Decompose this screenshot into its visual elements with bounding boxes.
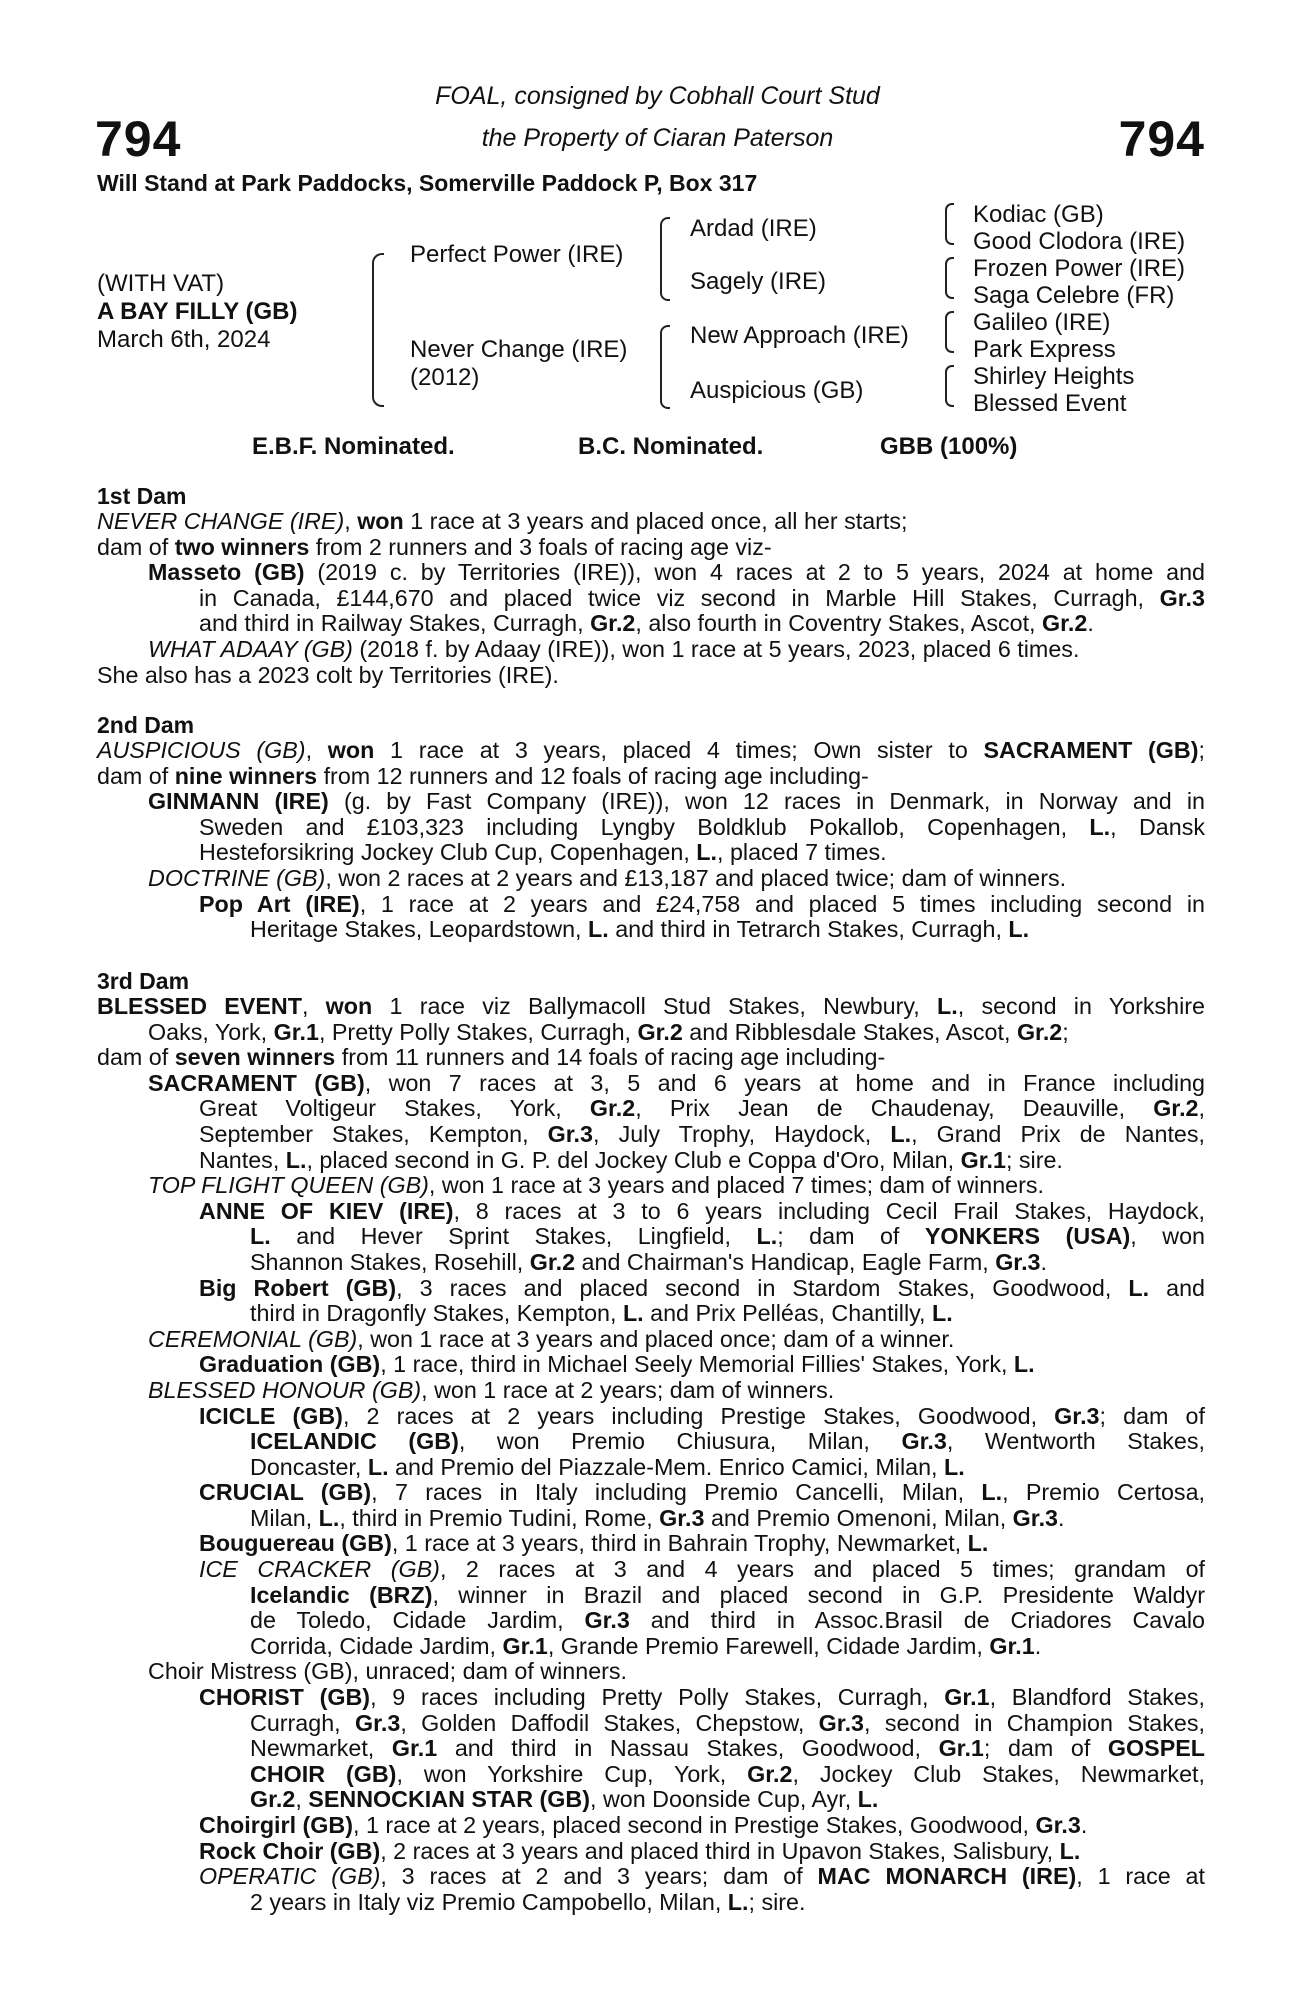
gen4-shirley-heights: Shirley Heights [973, 363, 1135, 390]
text-line: Masseto (GB) (2019 c. by Territories (IRE)), won 4 races at 2 to 5 years, 2024 at home and [148, 559, 1205, 586]
dam-name: Never Change (IRE) [410, 336, 628, 363]
text-line: Pop Art (IRE), 1 race at 2 years and £24,758 and placed 5 times including second in [199, 890, 1205, 917]
text-line: Hesteforsikring Jockey Club Cup, Copenhagen, L., placed 7 times. [199, 839, 887, 866]
text-line: and third in Railway Stakes, Curragh, Gr.2, also fourth in Coventry Stakes, Ascot, Gr.2. [199, 610, 1094, 637]
text-line: Big Robert (GB), 3 races and placed second in Stardom Stakes, Goodwood, L. and [199, 1274, 1205, 1301]
brace-sire [660, 217, 670, 301]
text-line: dam of nine winners from 12 runners and 12 foals of racing age including- [97, 762, 869, 789]
text-line: Rock Choir (GB), 2 races at 3 years and placed third in Upavon Stakes, Salisbury, L. [199, 1837, 1081, 1864]
text-line: NEVER CHANGE (IRE), won 1 race at 3 years and placed once, all her starts; [97, 508, 908, 534]
gbb-note: GBB (100%) [880, 433, 1018, 460]
text-line: September Stakes, Kempton, Gr.3, July Trophy, Haydock, L., Grand Prix de Nantes, [199, 1120, 1205, 1147]
text-line: AUSPICIOUS (GB), won 1 race at 3 years, placed 4 times; Own sister to SACRAMENT (GB); [97, 737, 1205, 763]
text-line: She also has a 2023 colt by Territories (IRE). [97, 661, 559, 688]
lot-title: A BAY FILLY (GB) [97, 298, 298, 325]
gen4-galileo: Galileo (IRE) [973, 309, 1111, 336]
text-line: CHOIR (GB), won Yorkshire Cup, York, Gr.2, Jockey Club Stakes, Newmarket, [250, 1760, 1205, 1787]
second-dam-text [97, 738, 1205, 943]
text-line: dam of seven winners from 11 runners and 14 foals of racing age including- [97, 1044, 886, 1071]
property-line: the Property of Ciaran Paterson [481, 124, 834, 152]
text-line: L. and Hever Sprint Stakes, Lingfield, L.; dam of YONKERS (USA), won [250, 1223, 1205, 1250]
text-line: Curragh, Gr.3, Golden Daffodil Stakes, Chepstow, Gr.3, second in Champion Stakes, [250, 1709, 1205, 1736]
text-line: GINMANN (IRE) (g. by Fast Company (IRE)), won 12 races in Denmark, in Norway and in [148, 788, 1205, 815]
text-line: Great Voltigeur Stakes, York, Gr.2, Prix Jean de Chaudenay, Deauville, Gr.2, [199, 1095, 1206, 1122]
gen4-frozen-power: Frozen Power (IRE) [973, 255, 1186, 282]
gen3-new-approach: New Approach (IRE) [690, 322, 909, 349]
gen4-good-clodora: Good Clodora (IRE) [973, 228, 1186, 255]
text-line: ICELANDIC (GB), won Premio Chiusura, Milan, Gr.3, Wentworth Stakes, [250, 1428, 1205, 1455]
foaling-date: March 6th, 2024 [97, 326, 271, 353]
text-line: Choir Mistress (GB), unraced; dam of winners. [148, 1658, 628, 1685]
text-line: Icelandic (BRZ), winner in Brazil and placed second in G.P. Presidente Waldyr [250, 1581, 1205, 1608]
text-line: ICICLE (GB), 2 races at 2 years including Prestige Stakes, Goodwood, Gr.3; dam of [199, 1402, 1205, 1429]
lot-number-right: 794 [1118, 111, 1205, 167]
text-line: Oaks, York, Gr.1, Pretty Polly Stakes, Curragh, Gr.2 and Ribblesdale Stakes, Ascot, Gr.2; [148, 1018, 1069, 1045]
text-line: BLESSED HONOUR (GB), won 1 race at 2 years; dam of winners. [148, 1376, 835, 1403]
vat-note: (WITH VAT) [97, 270, 225, 297]
text-line: ICE CRACKER (GB), 2 races at 3 and 4 years and placed 5 times; grandam of [199, 1556, 1205, 1583]
text-line: ANNE OF KIEV (IRE), 8 races at 3 to 6 years including Cecil Frail Stakes, Haydock, [199, 1197, 1205, 1224]
brace-new-approach [945, 311, 954, 353]
ebf-nomination: E.B.F. Nominated. [252, 433, 455, 460]
text-line: third in Dragonfly Stakes, Kempton, L. and Prix Pelléas, Chantilly, L. [250, 1300, 953, 1327]
stand-location: Will Stand at Park Paddocks, Somerville Paddock P, Box 317 [97, 170, 758, 196]
gen4-saga-celebre: Saga Celebre (FR) [973, 282, 1175, 309]
text-line: Choirgirl (GB), 1 race at 2 years, placed second in Prestige Stakes, Goodwood, Gr.3. [199, 1812, 1088, 1838]
gen4-blessed-event: Blessed Event [973, 390, 1127, 417]
text-line: Corrida, Cidade Jardim, Gr.1, Grande Premio Farewell, Cidade Jardim, Gr.1. [250, 1632, 1042, 1659]
third-dam-text [97, 994, 1205, 1915]
consignor-line: FOAL, consigned by Cobhall Court Stud [435, 82, 880, 110]
brace-dam [660, 325, 670, 409]
text-line: Graduation (GB), 1 race, third in Michael Seely Memorial Fillies' Stakes, York, L. [199, 1351, 1035, 1378]
text-line: de Toledo, Cidade Jardim, Gr.3 and third in Assoc.Brasil de Criadores Cavalo [250, 1607, 1205, 1634]
sire-name: Perfect Power (IRE) [410, 241, 624, 268]
text-line: CEREMONIAL (GB), won 1 race at 3 years and placed once; dam of a winner. [148, 1325, 955, 1352]
lot-number-left: 794 [95, 111, 182, 167]
text-line: OPERATIC (GB), 3 races at 2 and 3 years; dam of MAC MONARCH (IRE), 1 race at [199, 1863, 1205, 1890]
dam-year: (2012) [410, 364, 480, 391]
gen3-auspicious: Auspicious (GB) [690, 377, 864, 404]
text-line: dam of two winners from 2 runners and 3 foals of racing age viz- [97, 533, 772, 560]
second-dam-heading: 2nd Dam [97, 712, 195, 738]
brace-sagely [945, 257, 954, 299]
first-dam-heading: 1st Dam [97, 483, 187, 509]
gen4-park-express: Park Express [973, 336, 1116, 363]
text-line: Milan, L., third in Premio Tudini, Rome, Gr.3 and Premio Omenoni, Milan, Gr.3. [250, 1504, 1065, 1531]
third-dam-heading: 3rd Dam [97, 968, 190, 994]
text-line: DOCTRINE (GB), won 2 races at 2 years and £13,187 and placed twice; dam of winners. [148, 864, 1067, 891]
text-line: 2 years in Italy viz Premio Campobello, Milan, L.; sire. [250, 1888, 806, 1915]
text-line: Sweden and £103,323 including Lyngby Boldklub Pokallob, Copenhagen, L., Dansk [199, 813, 1206, 840]
brace-auspicious [945, 365, 954, 407]
gen3-ardad: Ardad (IRE) [690, 215, 817, 242]
text-line: CHORIST (GB), 9 races including Pretty Polly Stakes, Curragh, Gr.1, Blandford Stakes, [199, 1684, 1205, 1711]
first-dam-text [97, 509, 1205, 688]
text-line: Shannon Stakes, Rosehill, Gr.2 and Chairman's Handicap, Eagle Farm, Gr.3. [250, 1248, 1048, 1275]
text-line: Gr.2, SENNOCKIAN STAR (GB), won Doonside Cup, Ayr, L. [250, 1786, 879, 1813]
bc-nomination: B.C. Nominated. [578, 433, 764, 460]
text-line: Heritage Stakes, Leopardstown, L. and third in Tetrarch Stakes, Curragh, L. [250, 916, 1030, 943]
text-line: TOP FLIGHT QUEEN (GB), won 1 race at 3 years and placed 7 times; dam of winners. [148, 1172, 1044, 1199]
gen3-sagely: Sagely (IRE) [690, 268, 827, 295]
text-line: BLESSED EVENT, won 1 race viz Ballymacoll Stud Stakes, Newbury, L., second in Yorkshire [97, 993, 1206, 1019]
text-line: CRUCIAL (GB), 7 races in Italy including Premio Cancelli, Milan, L., Premio Certosa, [199, 1479, 1206, 1506]
brace-sire-dam [372, 253, 384, 407]
text-line: in Canada, £144,670 and placed twice viz second in Marble Hill Stakes, Curragh, Gr.3 [199, 584, 1205, 611]
text-line: Doncaster, L. and Premio del Piazzale-Mem. Enrico Camici, Milan, L. [250, 1453, 965, 1480]
gen4-kodiac: Kodiac (GB) [973, 201, 1104, 228]
brace-ardad [945, 203, 954, 245]
text-line: Nantes, L., placed second in G. P. del Jockey Club e Coppa d'Oro, Milan, Gr.1; sire. [199, 1146, 1063, 1173]
text-line: Newmarket, Gr.1 and third in Nassau Stakes, Goodwood, Gr.1; dam of GOSPEL [250, 1735, 1206, 1762]
text-line: WHAT ADAAY (GB) (2018 f. by Adaay (IRE)), won 1 race at 5 years, 2023, placed 6 times. [148, 635, 1080, 662]
text-line: SACRAMENT (GB), won 7 races at 3, 5 and 6 years at home and in France including [148, 1069, 1205, 1096]
text-line: Bouguereau (GB), 1 race at 3 years, third in Bahrain Trophy, Newmarket, L. [199, 1530, 989, 1557]
